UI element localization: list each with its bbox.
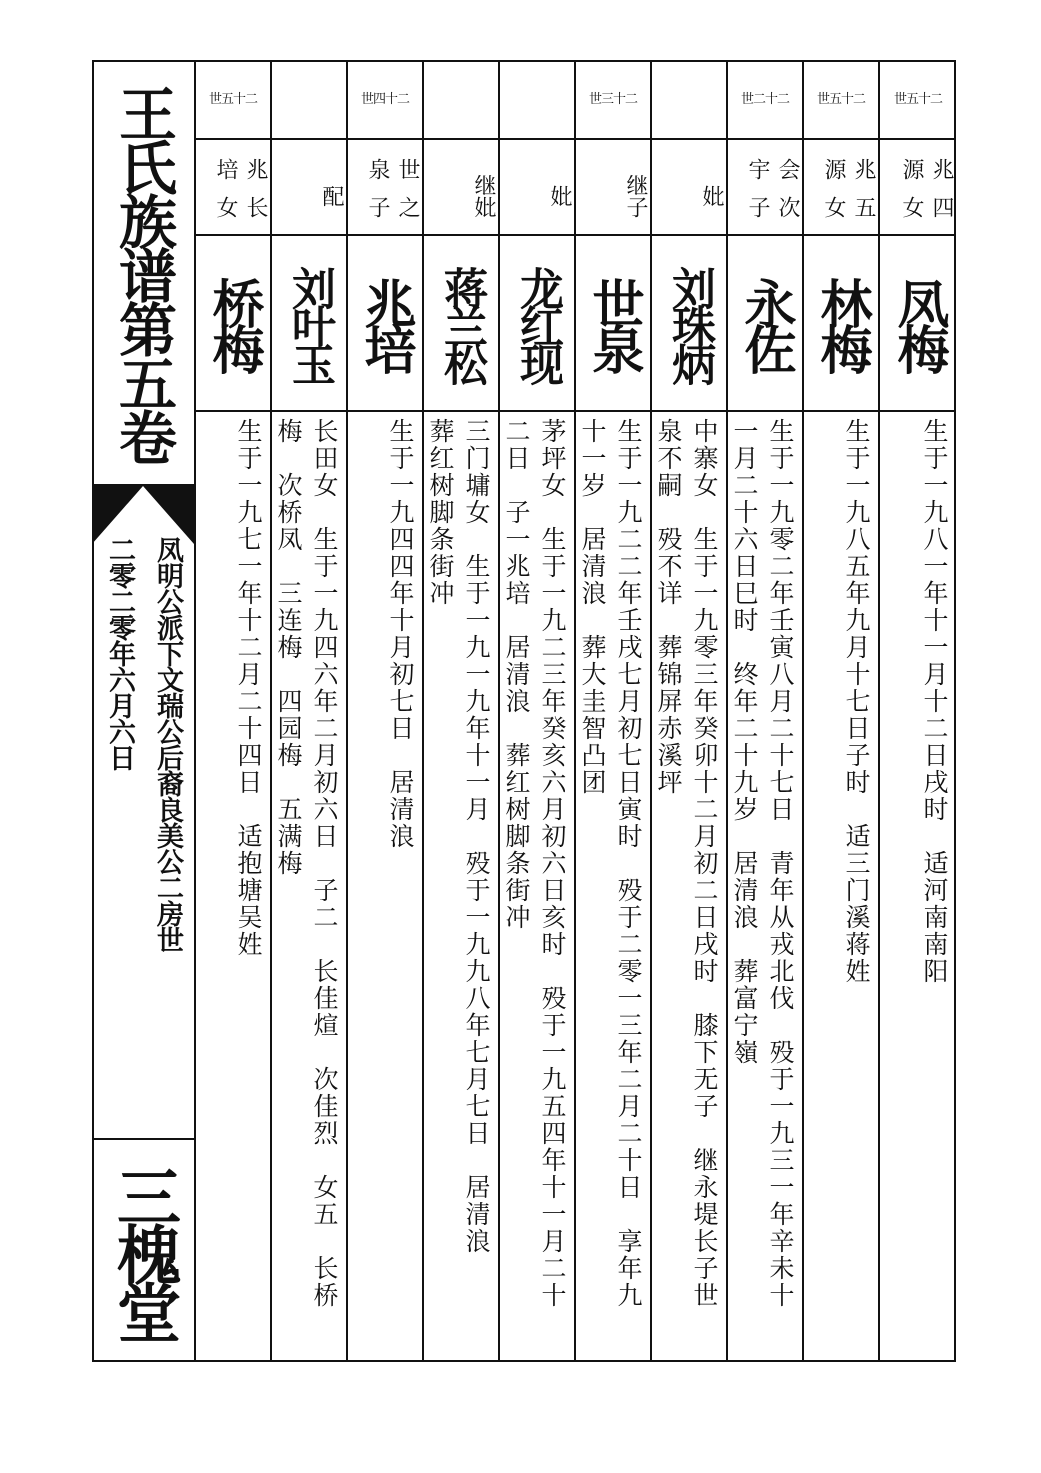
biography-text: 生于一九七一年十二月二十四日 适抱塘吴姓 [234, 418, 263, 958]
relation-label [348, 140, 422, 236]
person-name: 兆培 [348, 236, 422, 412]
person-name: 林梅 [804, 236, 878, 412]
entry-column [652, 60, 728, 1362]
person-name: 凤梅 [880, 236, 956, 412]
generation-label: 世五十二 [880, 60, 956, 140]
relation-label [728, 140, 802, 236]
relation-label [880, 140, 956, 236]
relation-text: 兆源 [899, 158, 954, 180]
generation-label [424, 60, 498, 140]
hall-name: 三槐堂 [106, 1164, 181, 1338]
relation-text: 兆培 [213, 158, 268, 180]
relation-text: 五女 [821, 196, 876, 218]
relation-text: 世泉 [365, 158, 420, 180]
relation-text: 妣 [699, 185, 724, 207]
relation-label [576, 140, 650, 236]
person-name: 龙红现 [500, 236, 574, 412]
entry-column [728, 60, 804, 1362]
relation-text: 之子 [365, 196, 420, 218]
relation-text: 长女 [213, 196, 268, 218]
relation-label [196, 140, 270, 236]
biography-text: 茅坪女 生于一九二三年癸亥六月初六日亥时 殁于一九五四年十一月二十 二日 子一兆培 居清浪 葬红树脚条街冲 [502, 418, 567, 1309]
biography-text: 生于一九四四年十月初七日 居清浪 [386, 418, 415, 850]
relation-label [424, 140, 498, 236]
entry-column [272, 60, 348, 1362]
biography-text: 中寨女 生于一九零三年癸卯十二月初二日戌时 膝下无子 继永堤长子世 泉不嗣 殁不详 葬锦屏赤溪坪 [654, 418, 719, 1309]
relation-label [652, 140, 726, 236]
generation-label [500, 60, 574, 140]
generation-label: 世四十二 [348, 60, 422, 140]
generation-label: 世五十二 [196, 60, 270, 140]
relation-label [804, 140, 878, 236]
biography-text: 生于一九八一年十一月十二日戌时 适河南南阳 [920, 418, 949, 985]
lineage-subtitle: 凤明公派下文瑞公后裔良美公二房世 [152, 536, 183, 952]
entry-column [500, 60, 576, 1362]
biography-text: 生于一九零二年壬寅八月二十七日 青年从戎北伐 殁于一九三一年辛未十 一月二十六日巳时 终年二十九岁 居清浪 葬富宁嶺 [730, 418, 795, 1309]
person-name: 刘叶玉 [272, 236, 346, 412]
generation-label [272, 60, 346, 140]
divider [92, 1138, 194, 1140]
generation-label: 世三十二 [576, 60, 650, 140]
biography-text: 长田女 生于一九四六年二月初六日 子二 长佳煊 次佳烈 女五 长桥 梅 次桥凤 三连梅 四园梅 五满梅 [274, 418, 339, 1309]
relation-text: 次子 [745, 196, 800, 218]
relation-text: 四女 [899, 196, 954, 218]
biography-text: 生于一九二二年壬戌七月初七日寅时 殁于二零一三年二月二十日 享年九 十一岁 居清浪 葬大圭智凸团 [578, 418, 643, 1309]
relation-text: 妣 [547, 185, 572, 207]
relation-text: 妣 [471, 196, 496, 218]
relation-text: 配 [319, 185, 344, 207]
entry-column [576, 60, 652, 1362]
generation-label: 世五十二 [804, 60, 878, 140]
entry-column [804, 60, 880, 1362]
relation-label [500, 140, 574, 236]
person-name: 刘珠炳 [652, 236, 726, 412]
entry-column [348, 60, 424, 1362]
publication-date: 二零二零年六月六日 [104, 536, 135, 770]
person-name: 桥梅 [196, 236, 270, 412]
relation-text: 会宇 [745, 158, 800, 180]
entry-column [424, 60, 500, 1362]
relation-text: 继 [623, 174, 648, 196]
entry-column [880, 60, 956, 1362]
relation-text: 兆源 [821, 158, 876, 180]
biography-text: 生于一九八五年九月十七日子时 适三门溪蒋姓 [842, 418, 871, 985]
generation-label [652, 60, 726, 140]
relation-label [272, 140, 346, 236]
left-title-band [92, 60, 196, 1362]
person-name: 世泉 [576, 236, 650, 412]
person-name: 永佐 [728, 236, 802, 412]
relation-text: 继 [471, 174, 496, 196]
generation-label: 世二十二 [728, 60, 802, 140]
entry-column [196, 60, 272, 1362]
relation-text: 子 [623, 196, 648, 218]
person-name: 蒋兰松 [424, 236, 498, 412]
book-title: 王氏族谱第五卷 [109, 84, 177, 462]
biography-text: 三门墉女 生于一九一九年十一月 殁于一九九八年七月七日 居清浪 葬红树脚条街冲 [426, 418, 491, 1255]
